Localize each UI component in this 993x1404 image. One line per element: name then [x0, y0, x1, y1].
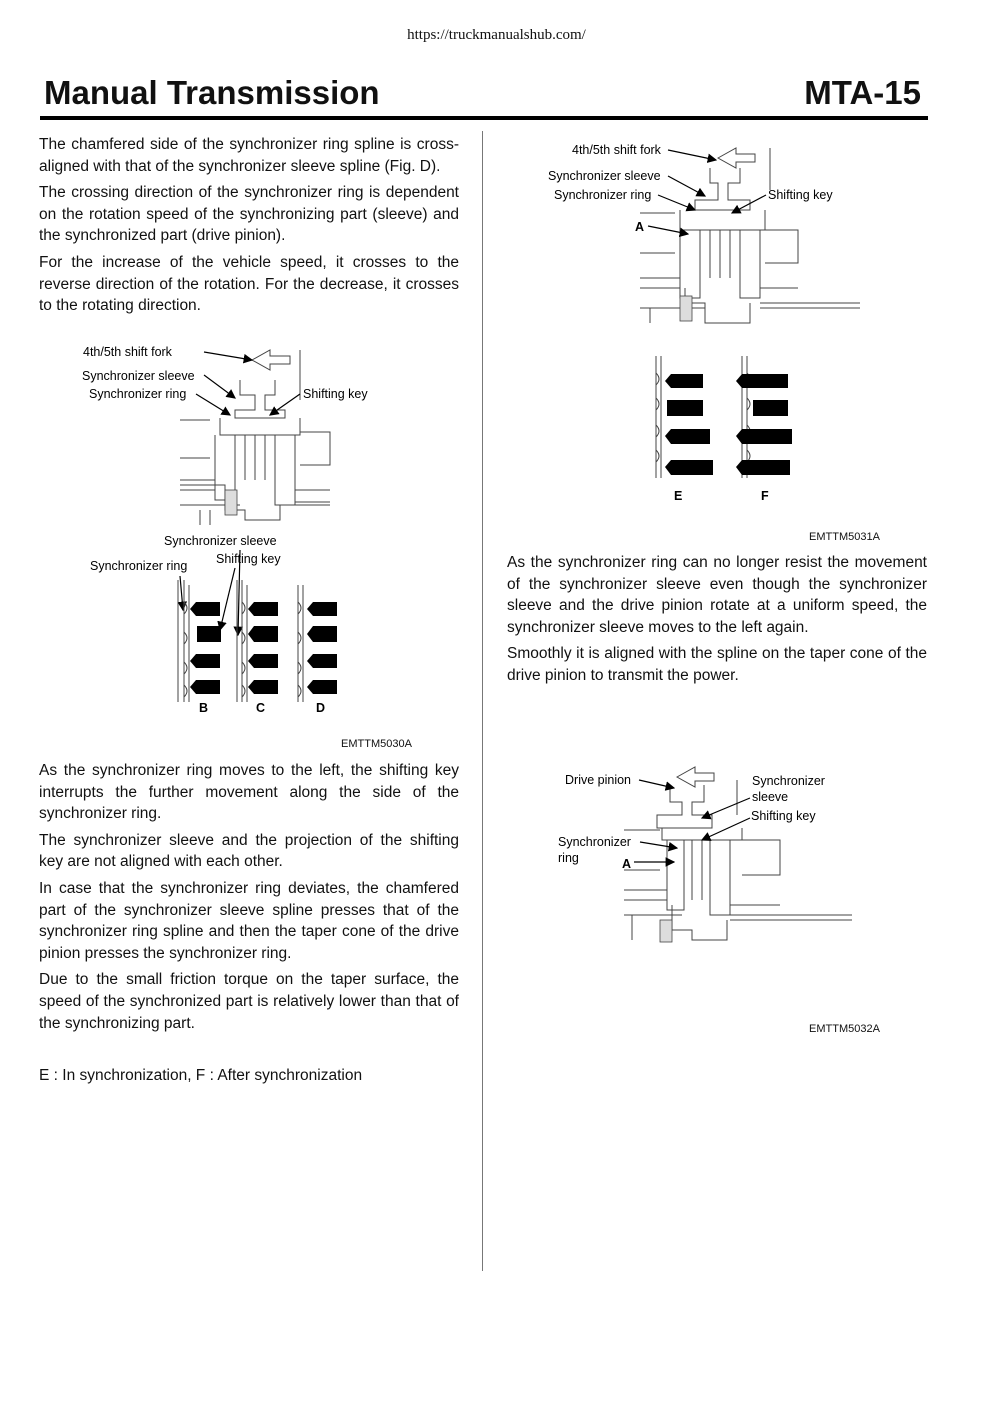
legend-text: E : In synchronization, F : After synchronization — [39, 1067, 363, 1084]
figure1-code: EMTTM5030A — [341, 738, 412, 750]
figure2-code: EMTTM5031A — [809, 531, 880, 543]
spline-group-d — [298, 585, 337, 702]
fig3-label-ring-2: ring — [558, 851, 579, 865]
paragraph: Due to the small friction torque on the taper surface, the speed of the synchronized part is relatively lower than that of the synchronizing part. — [39, 971, 459, 1032]
header-rule — [40, 116, 928, 120]
fig2-label-f: F — [761, 489, 769, 503]
fig1-label2-ring: Synchronizer ring — [90, 559, 188, 573]
fig2-label-ring: Synchronizer ring — [554, 188, 652, 202]
fig3-label-sleeve-1: Synchronizer — [752, 774, 825, 788]
fig3-label-ring-1: Synchronizer — [558, 835, 631, 849]
fig1-label2-key: Shifting key — [216, 552, 281, 566]
fig2-label-a: A — [635, 220, 645, 234]
fig1-label-fork: 4th/5th shift fork — [83, 345, 172, 359]
figure3-code: EMTTM5032A — [809, 1023, 880, 1035]
column-divider — [482, 131, 483, 1271]
left-text-top — [39, 134, 459, 322]
spline-group-c — [237, 580, 278, 702]
page-number: MTA-15 — [804, 74, 921, 111]
figure-synchronizer-cross-section-1 — [80, 340, 400, 720]
paragraph: The crossing direction of the synchronizer ring is dependent on the rotation speed of the synchronizing part (sleeve) and the synchronized part (drive pinion). — [39, 184, 459, 245]
paragraph: The synchronizer sleeve and the projection of the shifting key are not aligned with each other. — [39, 831, 459, 871]
page-title: Manual Transmission — [44, 74, 380, 111]
spline-group-e — [656, 356, 713, 478]
fig1-label-key: Shifting key — [303, 387, 368, 401]
fig1-label2-sleeve: Synchronizer sleeve — [164, 534, 277, 548]
fig3-label-pinion: Drive pinion — [565, 773, 632, 787]
paragraph: In case that the synchronizer ring deviates, the chamfered part of the synchronizer sleeve spline presses that of the synchronizer ring spline and then the taper cone of the drive pinion presses the synchronizer ring. — [39, 879, 459, 962]
fig1-label-sleeve: Synchronizer sleeve — [82, 369, 195, 383]
spline-group-b — [178, 580, 221, 702]
right-text — [507, 552, 927, 692]
paragraph: As the synchronizer ring moves to the left, the shifting key interrupts the further movement along the side of the synchronizer ring. — [39, 762, 459, 823]
figure-legend — [39, 1065, 459, 1092]
figure-synchronizer-cross-section-3 — [552, 760, 852, 950]
figure-synchronizer-cross-section-2 — [540, 138, 860, 508]
fig3-label-a: A — [622, 857, 632, 871]
paragraph: As the synchronizer ring can no longer resist the movement of the synchronizer sleeve even though the synchronizer sleeve and the drive pinion rotate at a uniform speed, the synchronizer sleeve moves to the left again. — [507, 554, 927, 636]
spline-group-f — [736, 356, 792, 478]
fig2-label-sleeve: Synchronizer sleeve — [548, 169, 661, 183]
fig1-label-d: D — [316, 701, 326, 715]
fig2-label-fork: 4th/5th shift fork — [572, 143, 661, 157]
fig1-label-b: B — [199, 701, 209, 715]
paragraph: The chamfered side of the synchronizer ring spline is cross-aligned with that of the synchronizer sleeve spline (Fig. D). — [39, 136, 459, 175]
left-text-bottom — [39, 760, 459, 1039]
fig1-label-ring: Synchronizer ring — [89, 387, 187, 401]
paragraph: For the increase of the vehicle speed, it crosses to the reverse direction of the rotation. For the decrease, it crosses to the rotating direction. — [39, 253, 459, 315]
fig3-label-key: Shifting key — [751, 809, 816, 823]
fig3-label-sleeve-2: sleeve — [752, 790, 789, 804]
fig2-label-key: Shifting key — [768, 188, 833, 202]
fig1-label-c: C — [256, 701, 266, 715]
fig2-label-e: E — [674, 489, 683, 503]
source-url: https://truckmanualshub.com/ — [407, 27, 586, 43]
paragraph: Smoothly it is aligned with the spline on the taper cone of the drive pinion to transmit the power. — [507, 645, 927, 684]
